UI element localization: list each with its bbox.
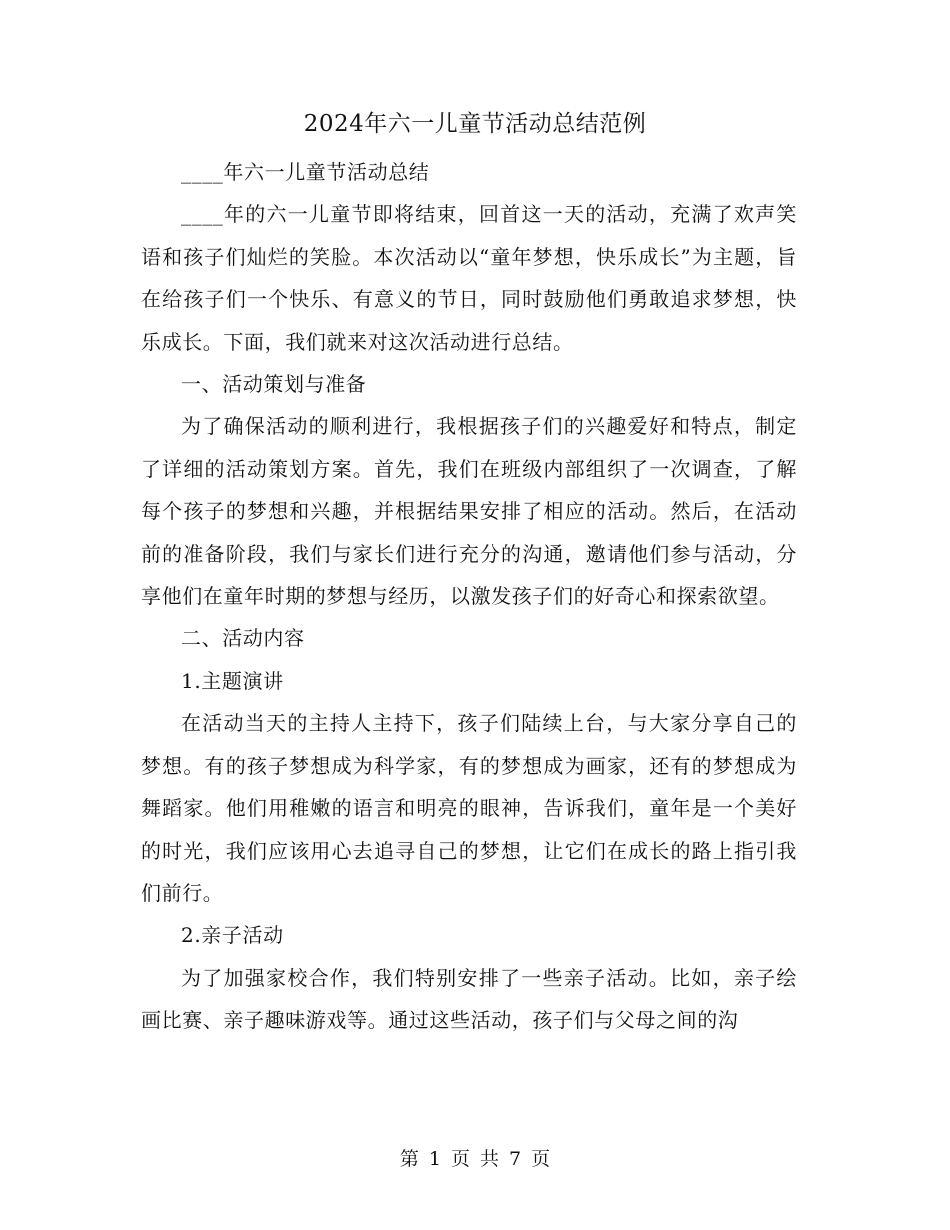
page-number-footer: 第 1 页 共 7 页 (399, 1148, 551, 1170)
paragraph-subtitle: ____年六一儿童节活动总结 (181, 160, 430, 184)
subheading-speech: 1.主题演讲 (181, 668, 284, 693)
paragraph-intro: ____年的六一儿童节即将结束，回首这一天的活动，充满了欢声笑语和孩子们灿烂的笑脸。本次活动以“童年梦想，快乐成长”为主题，旨在给孩子们一个快乐、有意义的节日，同时鼓励他们勇敢追求梦想，快乐成长。下面，我们就来对这次活动进行总结。 (141, 202, 797, 354)
section-heading-content: 二、活动内容 (181, 626, 305, 651)
paragraph-parent-child: 为了加强家校合作，我们特别安排了一些亲子活动。比如，亲子绘画比赛、亲子趣味游戏等。通过这些活动，孩子们与父母之间的沟 (141, 965, 797, 1033)
section-heading-planning: 一、活动策划与准备 (181, 372, 367, 397)
document-body (141, 151, 797, 1042)
subheading-parent-child: 2.亲子活动 (181, 923, 284, 948)
paragraph-speech: 在活动当天的主持人主持下，孩子们陆续上台，与大家分享自己的梦想。有的孩子梦想成为科学家，有的梦想成为画家，还有的梦想成为舞蹈家。他们用稚嫩的语言和明亮的眼神，告诉我们，童年是一个美好的时光，我们应该用心去追寻自己的梦想，让它们在成长的路上指引我们前行。 (141, 711, 797, 905)
document-title: 2024年六一儿童节活动总结范例 (303, 111, 647, 137)
paragraph-planning: 为了确保活动的顺利进行，我根据孩子们的兴趣爱好和特点，制定了详细的活动策划方案。首先，我们在班级内部组织了一次调查，了解每个孩子的梦想和兴趣，并根据结果安排了相应的活动。然后，在活动前的准备阶段，我们与家长们进行充分的沟通，邀请他们参与活动，分享他们在童年时期的梦想与经历，以激发孩子们的好奇心和探索欲望。 (141, 414, 797, 609)
